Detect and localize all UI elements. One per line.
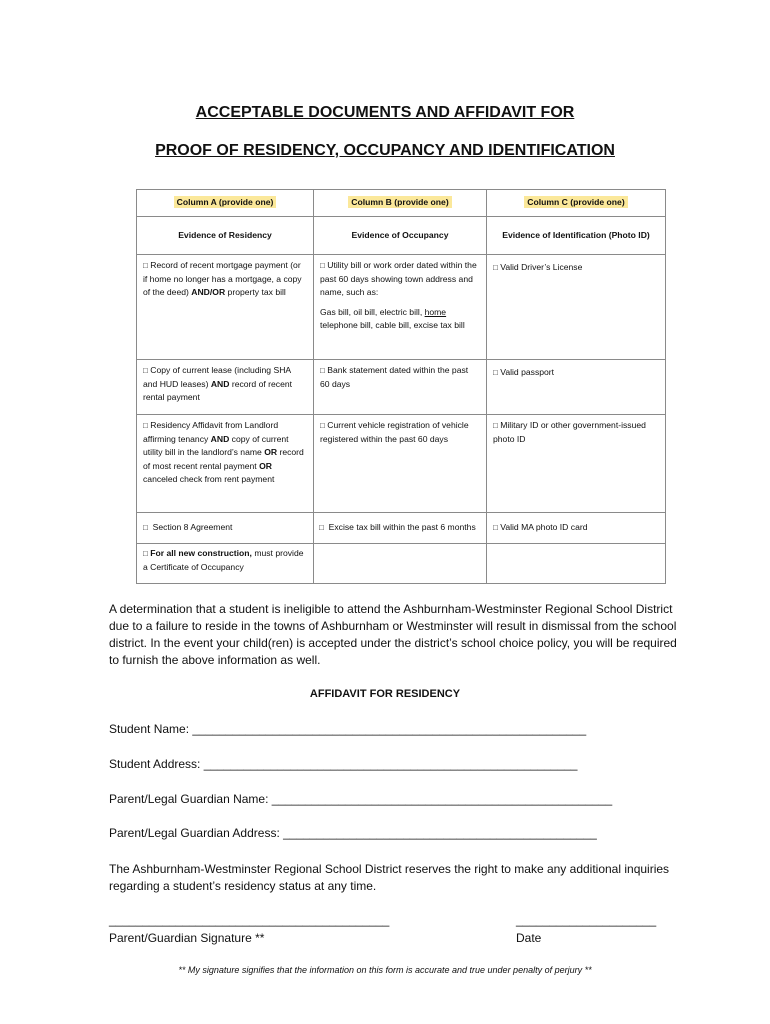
cell-text: record of recent rental payment: [143, 378, 293, 403]
signature-line[interactable]: __________________________________________: [109, 913, 390, 927]
column-c-header: Column C (provide one): [524, 196, 627, 208]
checkbox-icon[interactable]: □: [493, 523, 498, 533]
column-a-subheader: Evidence of Residency: [137, 217, 314, 255]
cell-text: canceled check from rent payment: [143, 474, 275, 485]
column-b-header: Column B (provide one): [348, 196, 451, 208]
table-cell: [314, 513, 487, 544]
date-label: Date: [516, 931, 542, 945]
table-cell: [137, 415, 314, 513]
table-row: [137, 255, 666, 360]
table-cell: [137, 544, 314, 584]
column-a-header-cell: [137, 190, 314, 217]
cell-text: copy of current utility bill in the landlord’s name: [143, 433, 289, 458]
cell-underlined-text: home: [424, 306, 447, 317]
perjury-footnote: ** My signature signifies that the information on this form is accurate and true under penalty of perjury **: [178, 965, 592, 975]
column-c-subheader: Evidence of Identification (Photo ID): [487, 217, 666, 255]
cell-bold-text: For all new construction,: [150, 548, 252, 558]
table-row: [137, 415, 666, 513]
student-address-field[interactable]: Student Address: ________________________________________________________: [109, 757, 578, 771]
inquiries-paragraph: The Ashburnham-Westminster Regional School District reserves the right to make any additional inquiries regarding a student’s residency status at any time.: [109, 862, 670, 893]
column-c-header-cell: [487, 190, 666, 217]
table-cell: [487, 360, 666, 415]
checkbox-icon[interactable]: □: [320, 421, 325, 430]
cell-bold-text: OR: [264, 447, 278, 458]
checkbox-icon[interactable]: □: [143, 421, 148, 430]
cell-text: record of most recent rental payment: [143, 447, 304, 471]
cell-text: Excise tax bill within the past 6 months: [328, 522, 476, 533]
signature-label: Parent/Guardian Signature **: [109, 931, 265, 945]
table-subheader-row: [137, 217, 666, 255]
cell-text: Valid MA photo ID card: [500, 522, 588, 533]
checkbox-icon[interactable]: □: [493, 421, 498, 430]
ineligibility-paragraph: A determination that a student is ineligible to attend the Ashburnham-Westminster Regional School District due to a failure to reside in the towns of Ashburnham or Westminster will result in dismissal from the school district. In the event your child(ren) is accepted under the district’s school choice policy, you will be required to furnish the above information as well.: [109, 602, 677, 667]
table-cell: [137, 360, 314, 415]
checkbox-icon[interactable]: □: [493, 368, 498, 377]
cell-text: Section 8 Agreement: [152, 522, 233, 533]
checkbox-icon[interactable]: □: [143, 261, 148, 270]
affidavit-heading: AFFIDAVIT FOR RESIDENCY: [309, 688, 461, 700]
date-line[interactable]: _____________________: [516, 913, 657, 927]
cell-bold-text: AND/OR: [191, 287, 226, 298]
checkbox-icon[interactable]: □: [320, 261, 325, 270]
cell-text: Military ID or other government-issued photo ID: [493, 420, 646, 444]
checkbox-icon[interactable]: □: [143, 523, 148, 533]
checkbox-icon[interactable]: □: [143, 366, 148, 375]
cell-text: Residency Affidavit from Landlord affirming tenancy: [143, 420, 279, 444]
checkbox-icon[interactable]: □: [493, 263, 498, 272]
cell-bold-text: AND: [210, 378, 230, 389]
table-cell: [137, 255, 314, 360]
table-column-header-row: [137, 190, 666, 217]
cell-text: must provide a Certificate of Occupancy: [143, 548, 304, 572]
column-b-header-cell: [314, 190, 487, 217]
table-cell-empty: [314, 544, 487, 584]
checkbox-icon[interactable]: □: [319, 523, 324, 533]
cell-bold-text: OR: [259, 460, 272, 471]
table-cell: [314, 360, 487, 415]
guardian-name-field[interactable]: Parent/Legal Guardian Name: ___________________________________________________: [109, 792, 613, 806]
table-cell: [487, 415, 666, 513]
table-row: [137, 513, 666, 544]
cell-bold-text: AND: [210, 433, 230, 444]
cell-text: Valid passport: [500, 367, 555, 377]
student-name-field[interactable]: Student Name: ___________________________________________________________: [109, 722, 587, 736]
table-row: [137, 360, 666, 415]
table-cell: [137, 513, 314, 544]
cell-text: Bank statement dated within the past 60 days: [320, 365, 469, 389]
checkbox-icon[interactable]: □: [320, 366, 325, 375]
table-cell: [487, 255, 666, 360]
column-b-subheader: Evidence of Occupancy: [314, 217, 487, 255]
cell-text: Current vehicle registration of vehicle registered within the past 60 days: [320, 420, 469, 444]
document-title-line-2: PROOF OF RESIDENCY, OCCUPANCY AND IDENTIFICATION: [155, 142, 615, 159]
acceptable-documents-table: [136, 189, 666, 584]
cell-text: Record of recent mortgage payment (or if home no longer has a mortgage, a copy of the deed): [143, 260, 302, 298]
document-title-line-1: ACCEPTABLE DOCUMENTS AND AFFIDAVIT FOR: [195, 104, 575, 121]
column-a-header: Column A (provide one): [174, 196, 277, 208]
cell-text: Copy of current lease (including SHA and HUD leases): [143, 365, 291, 389]
table-cell-empty: [487, 544, 666, 584]
table-row: [137, 544, 666, 584]
table-cell: [314, 255, 487, 360]
checkbox-icon[interactable]: □: [143, 549, 148, 558]
cell-text: Gas bill, oil bill, electric bill,: [320, 306, 425, 317]
guardian-address-field[interactable]: Parent/Legal Guardian Address: _______________________________________________: [109, 826, 597, 840]
cell-text: Valid Driver’s License: [500, 262, 583, 272]
cell-text: telephone bill, cable bill, excise tax bill: [320, 320, 465, 331]
cell-subtext: [320, 306, 480, 333]
cell-text: Utility bill or work order dated within the past 60 days showing town address and name, such as:: [320, 260, 477, 298]
table-cell: [487, 513, 666, 544]
table-cell: [314, 415, 487, 513]
cell-text: property tax bill: [225, 287, 286, 298]
